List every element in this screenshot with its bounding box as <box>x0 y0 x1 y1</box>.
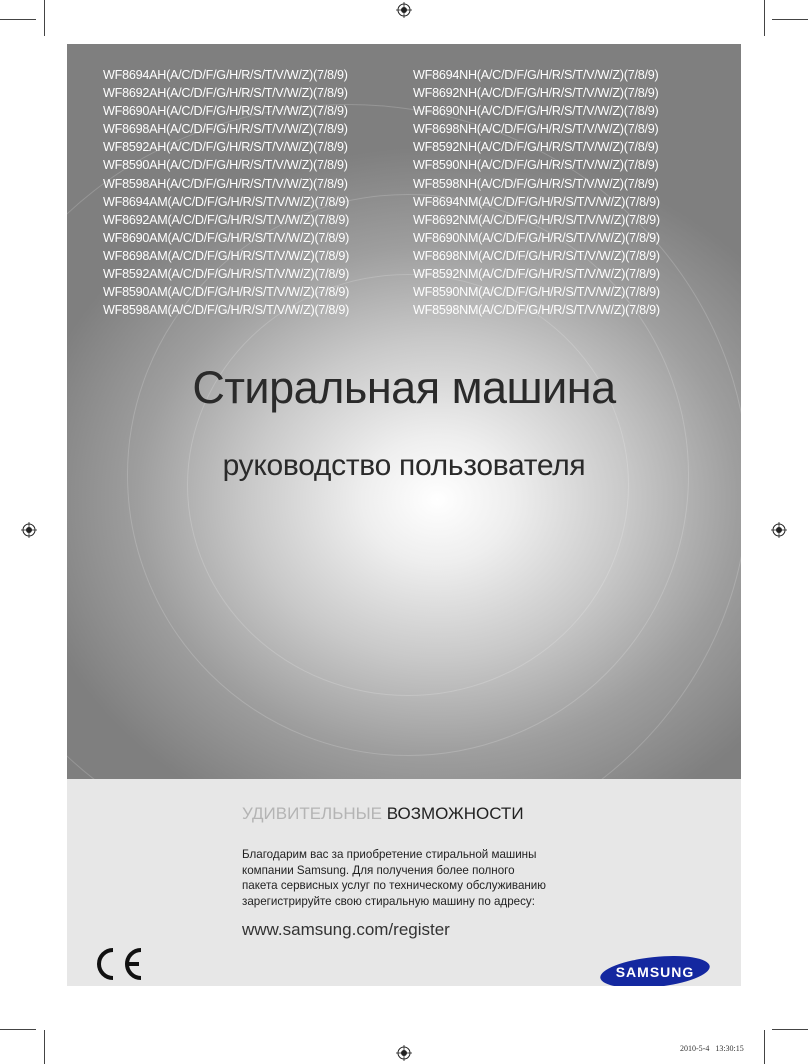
registration-mark-icon <box>771 522 787 538</box>
page-subtitle: руководство пользователя <box>222 449 586 482</box>
tagline-light: УДИВИТЕЛЬНЫЕ <box>242 804 387 823</box>
model-code: WF8692AM(A/C/D/F/G/H/R/S/T/V/W/Z)(7/8/9) <box>103 212 350 227</box>
crop-mark <box>44 0 45 36</box>
crop-mark <box>764 1030 765 1064</box>
model-code: WF8692AH(A/C/D/F/G/H/R/S/T/V/W/Z)(7/8/9) <box>103 86 348 101</box>
crop-mark <box>44 1030 45 1064</box>
model-row <box>103 193 733 211</box>
model-code: WF8690AM(A/C/D/F/G/H/R/S/T/V/W/Z)(7/8/9) <box>103 230 350 245</box>
model-code: WF8694NM(A/C/D/F/G/H/R/S/T/V/W/Z)(7/8/9) <box>413 194 660 209</box>
print-stamp <box>680 1044 744 1053</box>
stamp-time: 13:30:15 <box>715 1044 744 1053</box>
model-code: WF8592AH(A/C/D/F/G/H/R/S/T/V/W/Z)(7/8/9) <box>103 140 348 155</box>
crop-mark <box>0 1029 36 1030</box>
model-code: WF8592NM(A/C/D/F/G/H/R/S/T/V/W/Z)(7/8/9) <box>413 267 660 282</box>
model-row <box>103 247 733 265</box>
brand-text: SAMSUNG <box>615 964 695 980</box>
crop-mark <box>764 0 765 36</box>
model-row <box>103 120 733 138</box>
cover-gradient-panel <box>67 44 741 779</box>
thanks-paragraph <box>242 847 602 909</box>
model-code: WF8692NH(A/C/D/F/G/H/R/S/T/V/W/Z)(7/8/9) <box>413 86 659 101</box>
model-row <box>103 66 733 84</box>
model-code: WF8598NM(A/C/D/F/G/H/R/S/T/V/W/Z)(7/8/9) <box>413 303 660 318</box>
registration-mark-icon <box>21 522 37 538</box>
stamp-date: 2010-5-4 <box>680 1044 710 1053</box>
model-row <box>103 175 733 193</box>
model-code: WF8590AH(A/C/D/F/G/H/R/S/T/V/W/Z)(7/8/9) <box>103 158 348 173</box>
model-code: WF8698NM(A/C/D/F/G/H/R/S/T/V/W/Z)(7/8/9) <box>413 248 660 263</box>
model-code: WF8590AM(A/C/D/F/G/H/R/S/T/V/W/Z)(7/8/9) <box>103 285 350 300</box>
model-code: WF8592NH(A/C/D/F/G/H/R/S/T/V/W/Z)(7/8/9) <box>413 140 659 155</box>
thanks-line: Благодарим вас за приобретение стиральной машины <box>242 848 537 861</box>
model-row <box>103 84 733 102</box>
thanks-line: зарегистрируйте свою стиральную машину по адресу: <box>242 894 535 908</box>
samsung-logo-icon <box>599 956 711 986</box>
thanks-line: пакета сервисных услуг по техническому обслуживанию <box>242 879 546 893</box>
model-code: WF8698NH(A/C/D/F/G/H/R/S/T/V/W/Z)(7/8/9) <box>413 122 659 137</box>
page-title: Стиральная машина <box>192 362 616 413</box>
crop-mark <box>0 19 36 20</box>
tagline-dark: ВОЗМОЖНОСТИ <box>386 804 524 823</box>
model-code: WF8698AH(A/C/D/F/G/H/R/S/T/V/W/Z)(7/8/9) <box>103 122 348 137</box>
model-code: WF8598AM(A/C/D/F/G/H/R/S/T/V/W/Z)(7/8/9) <box>103 303 350 318</box>
registration-mark-icon <box>396 2 412 18</box>
model-row <box>103 229 733 247</box>
model-row <box>103 265 733 283</box>
model-code: WF8592AM(A/C/D/F/G/H/R/S/T/V/W/Z)(7/8/9) <box>103 267 350 282</box>
model-row <box>103 102 733 120</box>
thanks-line: компании Samsung. Для получения более полного <box>242 863 515 877</box>
model-row <box>103 283 733 301</box>
model-code: WF8690AH(A/C/D/F/G/H/R/S/T/V/W/Z)(7/8/9) <box>103 104 348 119</box>
registration-mark-icon <box>396 1045 412 1061</box>
model-code: WF8694NH(A/C/D/F/G/H/R/S/T/V/W/Z)(7/8/9) <box>413 68 659 82</box>
model-code: WF8694AH(A/C/D/F/G/H/R/S/T/V/W/Z)(7/8/9) <box>103 68 348 82</box>
model-code: WF8692NM(A/C/D/F/G/H/R/S/T/V/W/Z)(7/8/9) <box>413 212 660 227</box>
register-url[interactable]: www.samsung.com/register <box>242 920 450 939</box>
model-code: WF8690NH(A/C/D/F/G/H/R/S/T/V/W/Z)(7/8/9) <box>413 104 659 119</box>
tagline <box>242 804 524 824</box>
model-row <box>103 156 733 174</box>
crop-mark <box>772 19 808 20</box>
manual-cover <box>67 44 741 986</box>
model-row <box>103 301 733 319</box>
model-code: WF8694AM(A/C/D/F/G/H/R/S/T/V/W/Z)(7/8/9) <box>103 194 350 209</box>
model-list <box>103 66 733 319</box>
model-code: WF8698AM(A/C/D/F/G/H/R/S/T/V/W/Z)(7/8/9) <box>103 248 350 263</box>
model-code: WF8590NM(A/C/D/F/G/H/R/S/T/V/W/Z)(7/8/9) <box>413 285 660 300</box>
model-code: WF8690NM(A/C/D/F/G/H/R/S/T/V/W/Z)(7/8/9) <box>413 230 660 245</box>
crop-mark <box>772 1029 808 1030</box>
model-code: WF8590NH(A/C/D/F/G/H/R/S/T/V/W/Z)(7/8/9) <box>413 158 659 173</box>
model-row <box>103 211 733 229</box>
model-code: WF8598AH(A/C/D/F/G/H/R/S/T/V/W/Z)(7/8/9) <box>103 176 348 191</box>
model-code: WF8598NH(A/C/D/F/G/H/R/S/T/V/W/Z)(7/8/9) <box>413 176 659 191</box>
ce-mark-icon <box>87 944 147 984</box>
model-row <box>103 138 733 156</box>
